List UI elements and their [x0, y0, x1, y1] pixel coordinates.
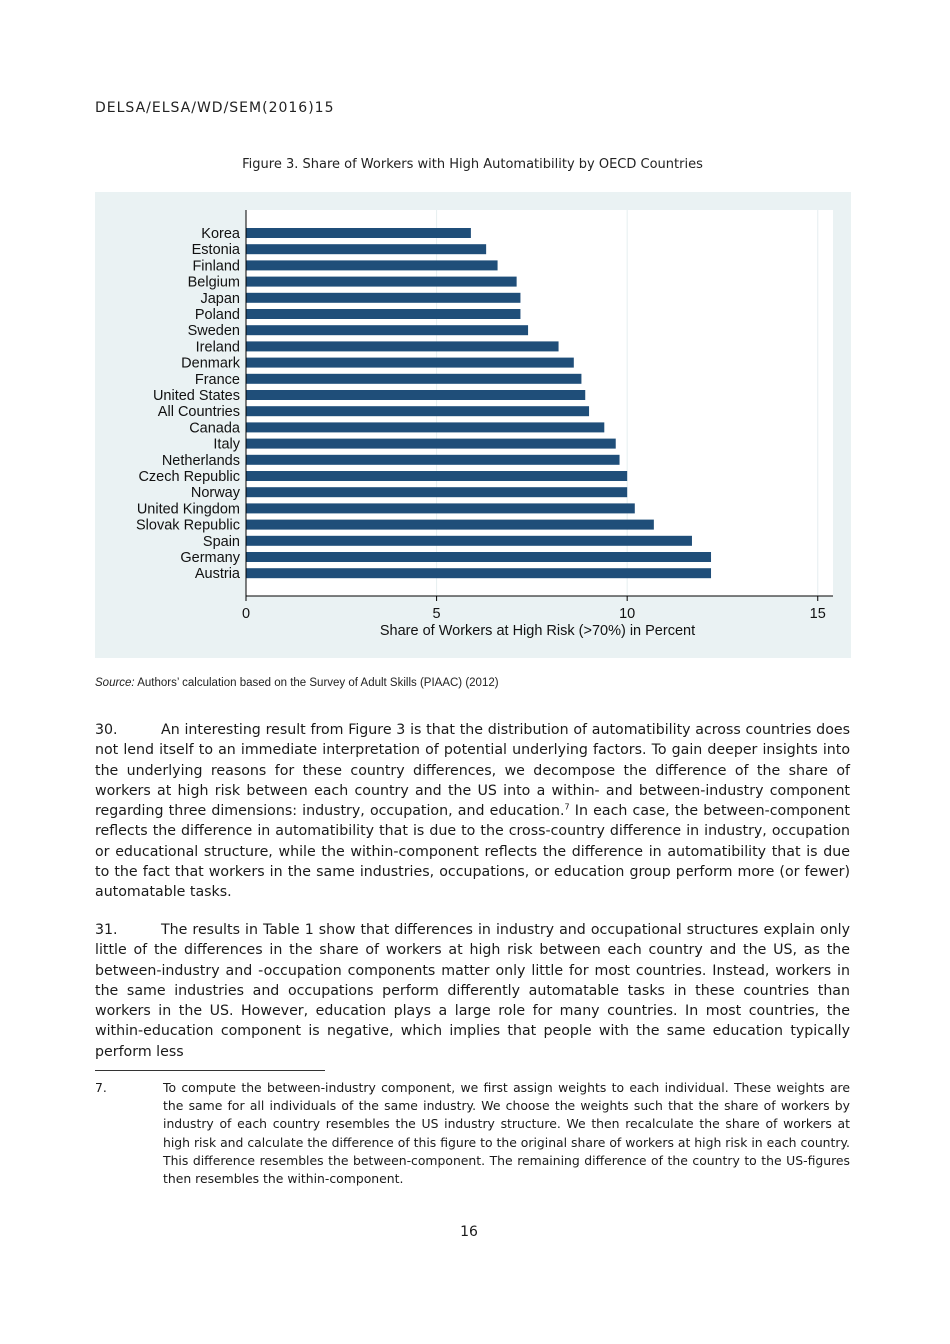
source-label: Source: — [95, 677, 135, 689]
category-label: Japan — [200, 290, 240, 307]
footnote-ref[interactable]: 7 — [564, 802, 570, 812]
bar — [246, 422, 604, 432]
x-axis-title: Share of Workers at High Risk (>70%) in Percent — [379, 623, 696, 639]
category-label: Slovak Republic — [136, 517, 240, 534]
category-label: Canada — [189, 420, 240, 437]
category-label: Sweden — [187, 323, 240, 340]
paragraph-31 — [95, 920, 850, 1062]
category-label: Korea — [201, 226, 240, 242]
category-label: United Kingdom — [136, 501, 240, 518]
category-label: Czech Republic — [138, 469, 240, 485]
bar — [246, 568, 711, 578]
bar — [246, 228, 471, 238]
category-label: Netherlands — [161, 452, 240, 469]
x-tick-label: 0 — [241, 606, 251, 622]
bar — [246, 520, 654, 530]
category-label: Norway — [190, 485, 240, 502]
bar — [246, 293, 520, 303]
bar — [246, 390, 585, 400]
category-label: Austria — [194, 566, 240, 583]
footnote-text: To compute the between-industry component, we first assign weights to each individual. These weights are the same for all individuals of the same industry. We choose the weights such that the share of workers by industry of each country resembles the US industry structure. We then recalculate the share of workers at high risk and calculate the difference of this figure to the original share of workers at high risk in each country. This difference resembles the between-component. The remaining difference of the country to the US-figures then resembles the within-component. — [163, 1080, 850, 1187]
category-label: All Countries — [157, 404, 240, 421]
category-label: France — [194, 371, 240, 388]
paragraph-30 — [95, 720, 850, 903]
paragraph-text: The results in Table 1 show that differences in industry and occupational structures explain only little of the differences in the share of workers at high risk between each country and the US, as the between-industry and -occupation components matter only little for most countries. Instead, workers in the same industries and occupations perform differently automatable tasks in these countries than workers in the US. However, education plays a large role for many countries. In most countries, the within-education component is negative, which implies that people with the same education typically perform less — [95, 922, 850, 1060]
category-label: Spain — [202, 533, 240, 550]
footnote-divider — [95, 1070, 325, 1071]
chart-svg — [95, 192, 851, 658]
x-tick-label: 5 — [432, 606, 441, 622]
category-label: Estonia — [191, 242, 240, 259]
category-label: Ireland — [195, 339, 240, 356]
paragraph-number: 30. — [95, 722, 118, 738]
bar — [246, 260, 498, 270]
bar — [246, 471, 627, 481]
page-number: 16 — [460, 1224, 478, 1240]
bar — [246, 439, 616, 449]
bar — [246, 341, 559, 351]
bar — [246, 503, 635, 513]
bar — [246, 325, 528, 335]
x-tick-label: 10 — [619, 606, 636, 622]
bar — [246, 552, 711, 562]
paragraph-text: An interesting result from Figure 3 is that the distribution of automatibility across countries does not lend itself to an immediate interpretation of potential underlying factors. To gain deeper insights into the underlying reasons for these country differences, we decompose the difference of the share of workers at high risk between each country and the US into a within- and between-industry component regarding three dimensions: industry, occupation, and education. — [95, 722, 850, 820]
bar — [246, 455, 620, 465]
x-tick-label: 15 — [809, 606, 826, 622]
bar — [246, 244, 486, 254]
paragraph-number: 31. — [95, 922, 118, 938]
bar — [246, 277, 517, 287]
paragraph-text-cont: In each case, the between-component reflects the difference in automatibility that is due to the cross-country difference in industry, occupation or educational structure, while the within-component reflects the difference in automatibility that is due to the fact that workers in the same industries, occupations, or education group perform more (or fewer) automatable tasks. — [95, 803, 850, 901]
category-label: Denmark — [181, 355, 240, 372]
category-label: Germany — [180, 550, 240, 566]
bar — [246, 487, 627, 497]
figure-source — [95, 677, 499, 689]
category-label: Finland — [192, 258, 240, 275]
bar — [246, 536, 692, 546]
footnote-7 — [95, 1079, 850, 1188]
bar — [246, 406, 589, 416]
footnote-number: 7. — [95, 1080, 107, 1095]
figure-caption: Figure 3. Share of Workers with High Automatibility by OECD Countries — [242, 157, 703, 172]
bar — [246, 358, 574, 368]
category-label: Poland — [194, 307, 240, 323]
category-label: United States — [152, 388, 240, 404]
category-label: Belgium — [187, 274, 240, 291]
category-label: Italy — [213, 436, 240, 453]
bar — [246, 309, 520, 319]
source-text: Authors’ calculation based on the Survey of Adult Skills (PIAAC) (2012) — [134, 677, 499, 689]
bar-chart — [95, 192, 851, 658]
bar — [246, 374, 581, 384]
document-id: DELSA/ELSA/WD/SEM(2016)15 — [95, 100, 335, 116]
